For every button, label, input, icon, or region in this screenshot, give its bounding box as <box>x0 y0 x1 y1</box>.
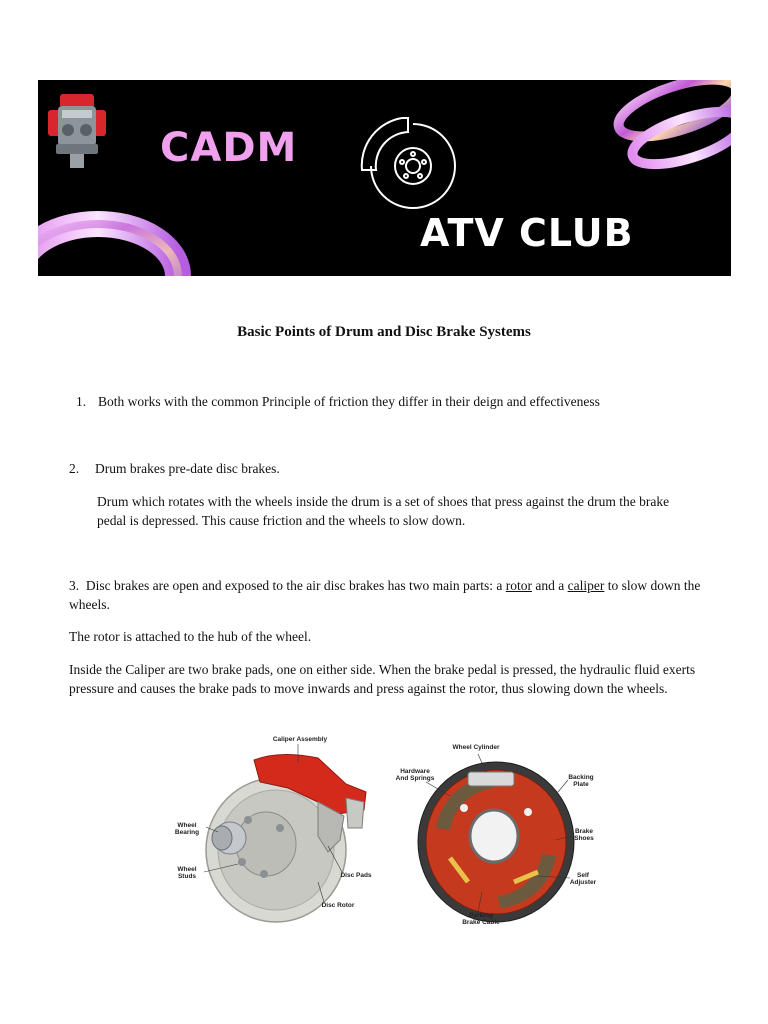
term-rotor: rotor <box>505 578 532 593</box>
label-wheel-cylinder: Wheel Cylinder <box>452 744 500 751</box>
label-backing-plate: Backing Plate <box>568 774 594 788</box>
disc-brake-illustration <box>204 744 366 922</box>
rotor-note: The rotor is attached to the hub of the wheel. <box>69 629 312 644</box>
engine-icon <box>48 94 106 168</box>
point-1-number: 1. <box>76 394 87 409</box>
label-wheel-bearing: Wheel Bearing <box>174 822 200 836</box>
document-title: Basic Points of Drum and Disc Brake Systems <box>237 324 531 340</box>
chrome-torus-icon <box>38 224 178 276</box>
point-3-text-b: and a <box>532 578 568 593</box>
point-1-text: Both works with the common Principle of friction they differ in their deign and effectiveness <box>98 394 600 409</box>
brand-cadm: CADM <box>160 125 298 171</box>
brake-diagrams <box>168 732 600 930</box>
label-hardware-springs: Hardware And Springs <box>395 768 435 782</box>
point-3-number: 3. <box>69 578 80 593</box>
caliper-note: Inside the Caliper are two brake pads, one on either side. When the brake pedal is pressed, the hydraulic fluid exerts pressure and causes the brake pads to move inwards and press against the rotor, thus slowing down the wheels. <box>69 662 696 696</box>
chrome-spring-icon <box>612 80 731 175</box>
point-1 <box>76 392 736 411</box>
header-banner <box>38 80 731 276</box>
drum-brake-illustration <box>418 754 574 922</box>
label-parking-brake-cable: Parking Brake Cable <box>462 912 500 926</box>
label-disc-pads: Disc Pads <box>340 872 372 879</box>
point-2-text: Drum brakes pre-date disc brakes. <box>95 461 280 476</box>
brake-disc-icon <box>362 118 455 208</box>
label-self-adjuster: Self Adjuster <box>569 872 597 886</box>
point-3 <box>69 576 709 614</box>
point-3-text-c: to slow down the wheels. <box>69 578 701 612</box>
brake-diagram-figure <box>168 732 600 930</box>
point-3-text-a: Disc brakes are open and exposed to the air disc brakes has two main parts: a <box>85 578 506 593</box>
term-caliper: caliper <box>567 578 605 593</box>
brand-atv-club: ATV CLUB <box>420 211 634 255</box>
label-wheel-studs: Wheel Studs <box>177 866 197 880</box>
label-caliper-assembly: Caliper Assembly <box>272 736 328 743</box>
point-2 <box>69 459 729 478</box>
label-disc-rotor: Disc Rotor <box>321 902 355 909</box>
point-2-number: 2. <box>69 461 80 476</box>
label-brake-shoes: Brake Shoes <box>574 828 594 842</box>
point-2-detail: Drum which rotates with the wheels inside the drum is a set of shoes that press against the drum the brake pedal is depressed. This cause friction and the wheels to slow down. <box>97 494 670 528</box>
